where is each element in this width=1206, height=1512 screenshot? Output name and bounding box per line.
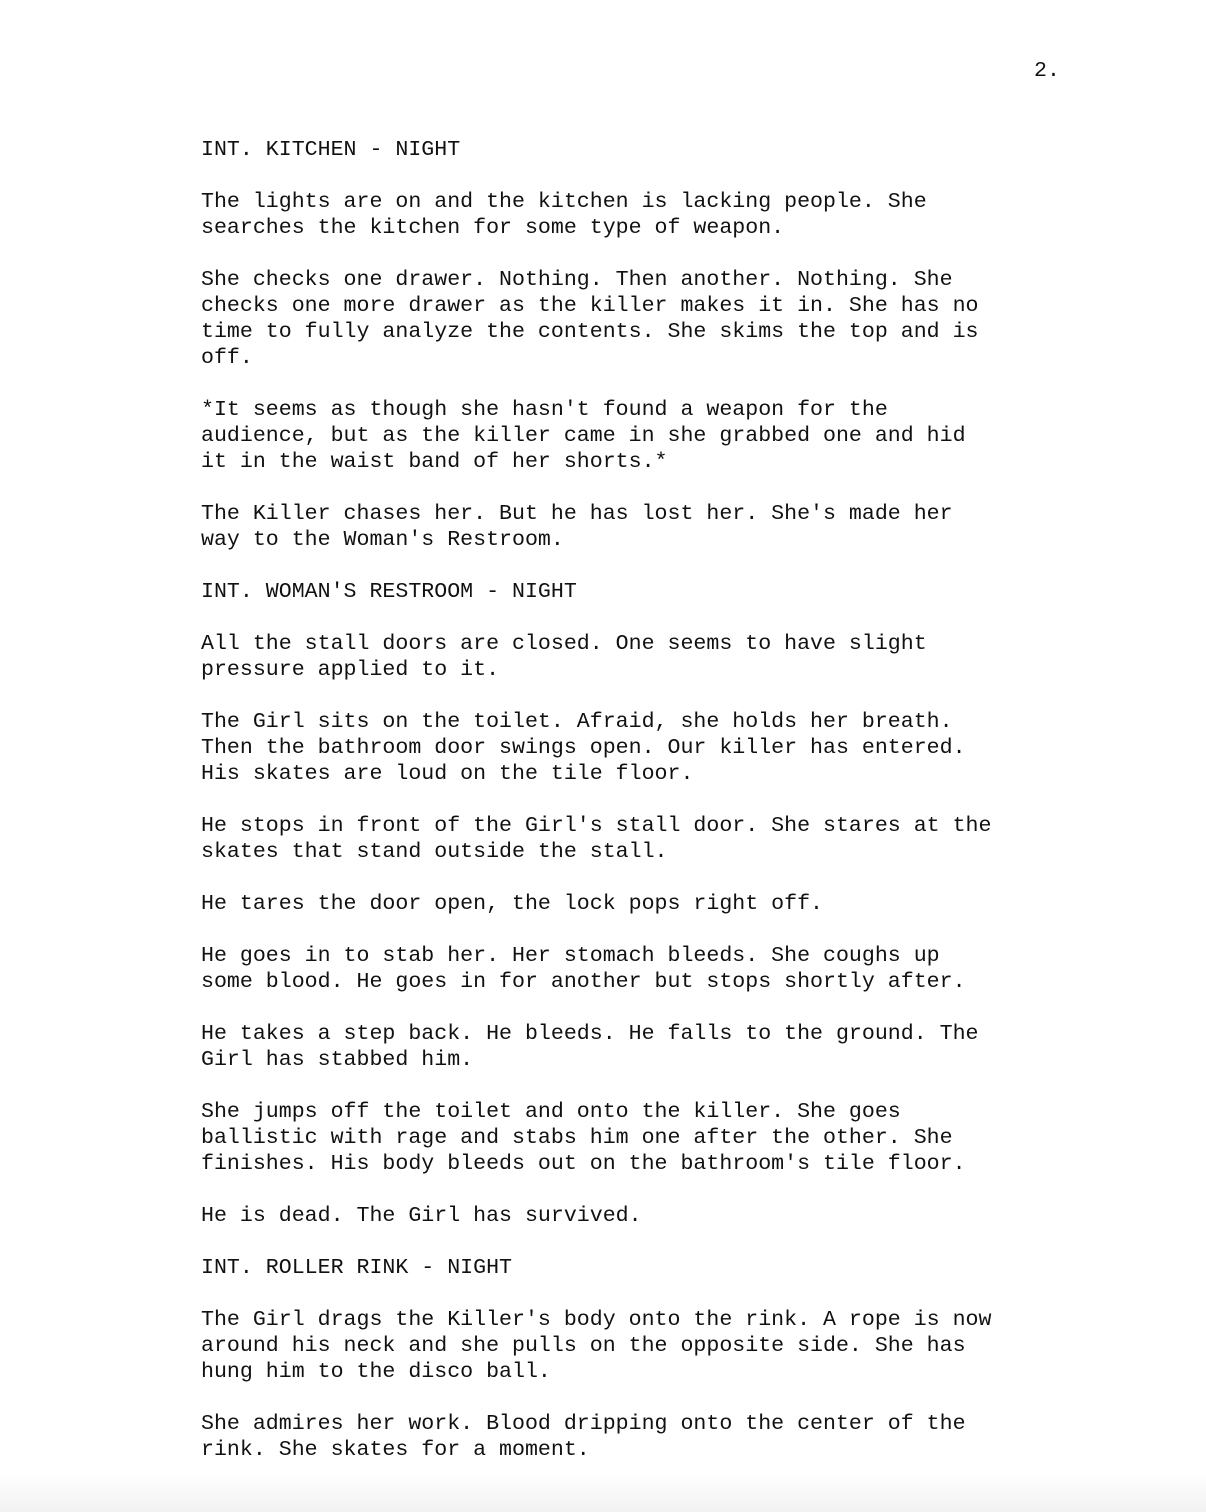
script-line: The lights are on and the kitchen is lacking people. She — [201, 190, 927, 214]
script-line: searches the kitchen for some type of weapon. — [201, 216, 785, 240]
script-line: around his neck and she pulls on the opposite side. She has — [201, 1334, 966, 1358]
script-line: some blood. He goes in for another but stops shortly after. — [201, 970, 966, 994]
script-line: rink. She skates for a moment. — [201, 1438, 590, 1462]
script-line: Then the bathroom door swings open. Our killer has entered. — [201, 736, 966, 760]
script-line: time to fully analyze the contents. She skims the top and is — [201, 320, 979, 344]
script-line: hung him to the disco ball. — [201, 1360, 551, 1384]
action-paragraph — [201, 189, 1101, 241]
script-line: pressure applied to it. — [201, 658, 500, 682]
script-line: it in the waist band of her shorts.* — [201, 450, 668, 474]
scene-heading — [201, 579, 1101, 605]
script-line: He takes a step back. He bleeds. He falls to the ground. The — [201, 1022, 979, 1046]
script-line: INT. WOMAN'S RESTROOM - NIGHT — [201, 580, 577, 604]
action-paragraph — [201, 1203, 1101, 1229]
action-paragraph — [201, 1411, 1101, 1463]
script-line: finishes. His body bleeds out on the bathroom's tile floor. — [201, 1152, 966, 1176]
script-line: She admires her work. Blood dripping onto the center of the — [201, 1412, 966, 1436]
action-paragraph — [201, 397, 1101, 475]
script-line: INT. ROLLER RINK - NIGHT — [201, 1256, 513, 1280]
script-line: ballistic with rage and stabs him one after the other. She — [201, 1126, 953, 1150]
script-line: skates that stand outside the stall. — [201, 840, 668, 864]
script-line: He is dead. The Girl has survived. — [201, 1204, 642, 1228]
script-line: The Killer chases her. But he has lost her. She's made her — [201, 502, 953, 526]
action-paragraph — [201, 943, 1101, 995]
action-paragraph — [201, 1021, 1101, 1073]
script-line: INT. KITCHEN - NIGHT — [201, 138, 461, 162]
script-line: All the stall doors are closed. One seems to have slight — [201, 632, 927, 656]
action-paragraph — [201, 501, 1101, 553]
script-line: He tares the door open, the lock pops right off. — [201, 892, 824, 916]
bottom-shade — [0, 1472, 1206, 1512]
script-line: The Girl drags the Killer's body onto the rink. A rope is now — [201, 1308, 992, 1332]
script-line: His skates are loud on the tile floor. — [201, 762, 694, 786]
script-line: way to the Woman's Restroom. — [201, 528, 564, 552]
script-line: *It seems as though she hasn't found a weapon for the — [201, 398, 888, 422]
script-line: off. — [201, 346, 253, 370]
script-line: She jumps off the toilet and onto the killer. She goes — [201, 1100, 901, 1124]
scene-heading — [201, 137, 1101, 163]
action-paragraph — [201, 709, 1101, 787]
script-line: He goes in to stab her. Her stomach bleeds. She coughs up — [201, 944, 940, 968]
action-paragraph — [201, 891, 1101, 917]
action-paragraph — [201, 1307, 1101, 1385]
script-line: checks one more drawer as the killer makes it in. She has no — [201, 294, 979, 318]
page-number: 2. — [1034, 59, 1060, 83]
script-body — [201, 137, 1101, 1489]
script-line: audience, but as the killer came in she grabbed one and hid — [201, 424, 966, 448]
scene-heading — [201, 1255, 1101, 1281]
action-paragraph — [201, 813, 1101, 865]
action-paragraph — [201, 631, 1101, 683]
script-line: He stops in front of the Girl's stall door. She stares at the — [201, 814, 992, 838]
action-paragraph — [201, 1099, 1101, 1177]
script-line: The Girl sits on the toilet. Afraid, she holds her breath. — [201, 710, 953, 734]
script-line: She checks one drawer. Nothing. Then another. Nothing. She — [201, 268, 953, 292]
script-line: Girl has stabbed him. — [201, 1048, 474, 1072]
action-paragraph — [201, 267, 1101, 371]
